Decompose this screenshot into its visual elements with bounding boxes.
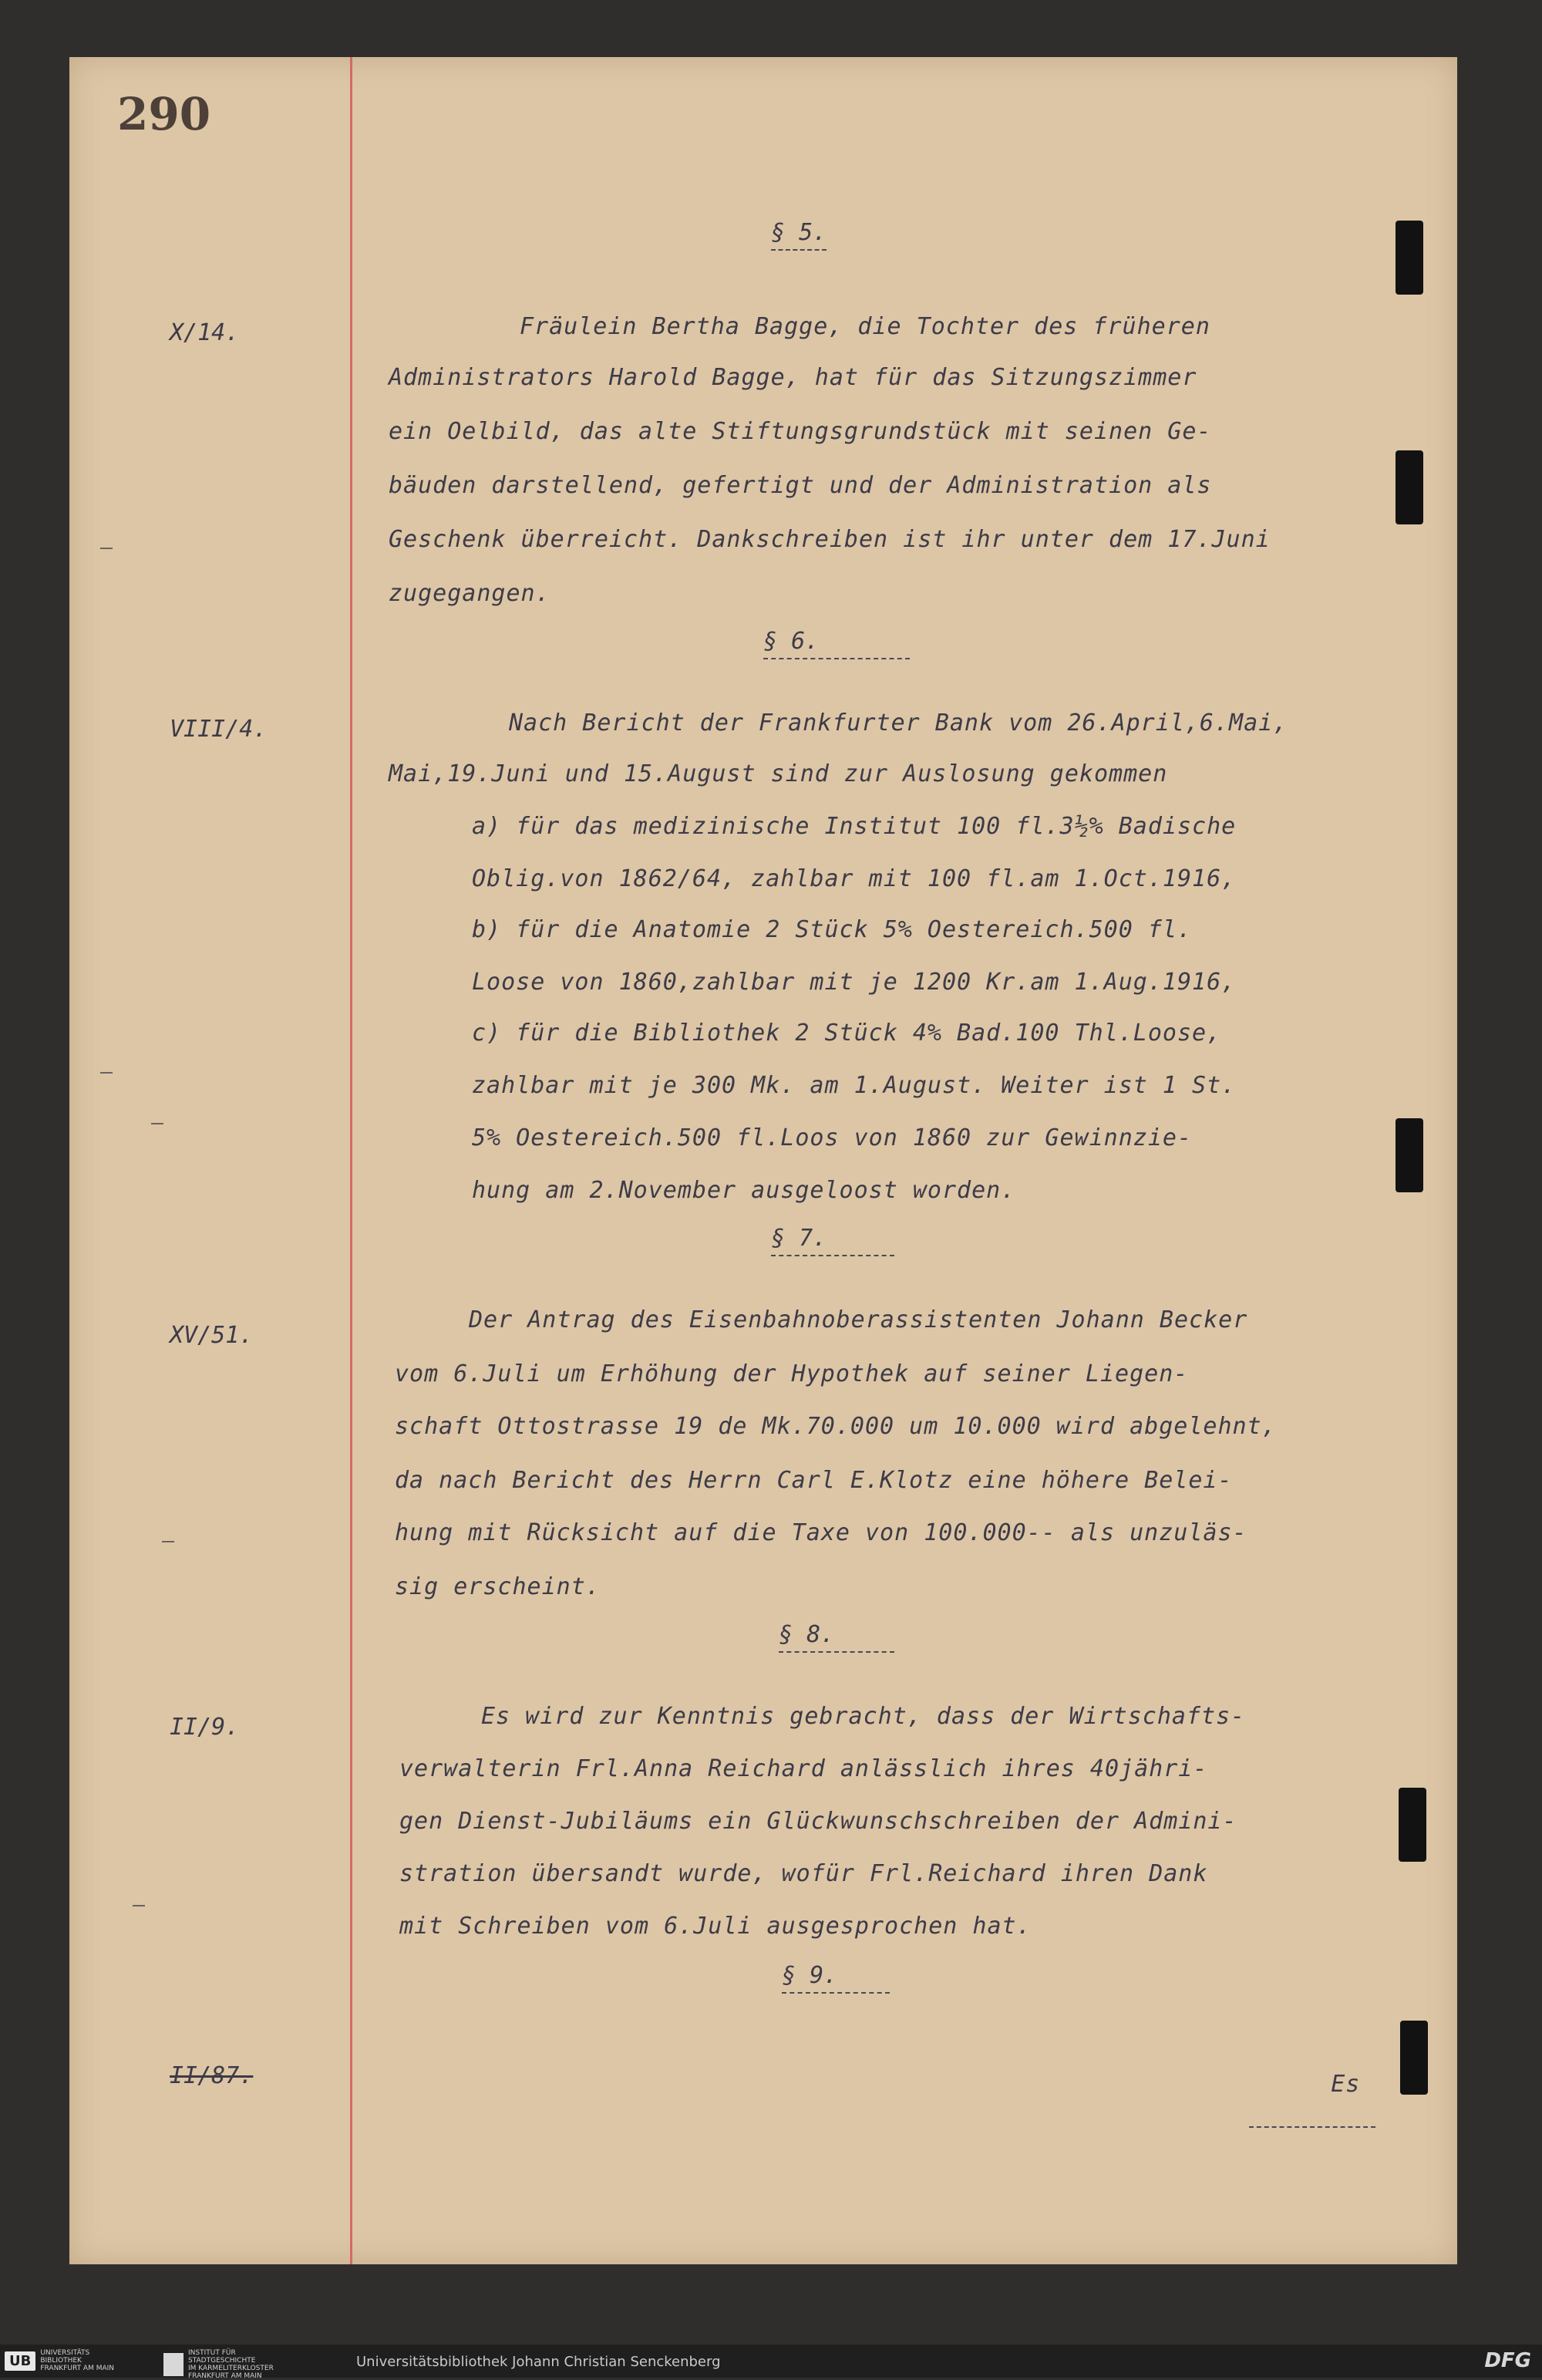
margin-mark [162,1541,174,1542]
dfg-logo: DFG [1484,2349,1531,2372]
page-number: 290 [117,88,211,140]
file-reference: X/14. [170,319,240,346]
margin-mark [100,1072,113,1074]
text-line: mit Schreiben vom 6.Juli ausgesprochen hat. [399,1913,1032,1940]
margin-mark [151,1123,163,1124]
text-line: Administrators Harold Bagge, hat für das Sitzungszimmer [389,364,1197,391]
document-page [69,57,1457,2264]
text-line: gen Dienst-Jubiläums ein Glückwunschschreiben der Admini- [399,1808,1237,1835]
index-tab [1396,221,1423,295]
section-heading: § 6. [763,628,910,659]
section-heading: § 5. [771,219,827,251]
text-line: Geschenk überreicht. Dankschreiben ist ihr unter dem 17.Juni [389,526,1271,553]
text-line: Der Antrag des Eisenbahnoberassistenten Johann Becker [469,1306,1248,1333]
margin-line [350,57,352,2264]
text-line: c) für die Bibliothek 2 Stück 4% Bad.100 Thl.Loose, [472,1020,1222,1047]
section-heading: § 9. [782,1962,890,1994]
file-reference: II/9. [170,1714,240,1741]
text-line: b) für die Anatomie 2 Stück 5% Oestereich.500 fl. [472,916,1193,943]
file-reference-struck: II/87. [170,2062,254,2089]
text-line: Nach Bericht der Frankfurter Bank vom 26.April,6.Mai, [509,710,1288,737]
library-logo-text: UNIVERSITÄTS BIBLIOTHEK FRANKFURT AM MAIN [40,2349,115,2372]
footer-bar [0,2345,1542,2378]
margin-mark [100,548,113,549]
footer-caption: Universitätsbibliothek Johann Christian Senckenberg [356,2354,721,2370]
file-reference: XV/51. [170,1322,254,1349]
margin-mark [133,1905,145,1906]
text-line: sig erscheint. [395,1573,601,1600]
file-reference: VIII/4. [170,716,268,743]
text-line: Es wird zur Kenntnis gebracht, dass der Wirtschafts- [481,1703,1246,1730]
text-line: da nach Bericht des Herrn Carl E.Klotz eine höhere Belei- [395,1467,1233,1494]
section-heading: § 7. [771,1225,894,1256]
text-line: ein Oelbild, das alte Stiftungsgrundstück mit seinen Ge- [389,418,1212,445]
text-line: Fräulein Bertha Bagge, die Tochter des früheren [520,313,1210,340]
text-line: 5% Oestereich.500 fl.Loos von 1860 zur Gewinnzie- [472,1124,1193,1151]
text-line: zahlbar mit je 300 Mk. am 1.August. Weiter ist 1 St. [472,1072,1237,1099]
index-tab [1400,2021,1428,2095]
index-tab [1399,1788,1426,1862]
text-line: Loose von 1860,zahlbar mit je 1200 Kr.am 1.Aug.1916, [472,969,1237,996]
text-line: hung am 2.November ausgeloost worden. [472,1177,1016,1204]
section-heading: § 8. [779,1621,894,1653]
text-line: stration übersandt wurde, wofür Frl.Reichard ihren Dank [399,1860,1208,1887]
text-line: hung mit Rücksicht auf die Taxe von 100.000-- als unzuläs- [395,1519,1247,1546]
index-tab [1396,1118,1423,1192]
text-line: Mai,19.Juni und 15.August sind zur Auslosung gekommen [389,760,1168,787]
institute-logo-text: INSTITUT FÜR STADTGESCHICHTE IM KARMELITERKLOSTER FRANKFURT AM MAIN [188,2349,274,2380]
text-line: a) für das medizinische Institut 100 fl.3½% Badische [472,813,1237,840]
text-line: Oblig.von 1862/64, zahlbar mit 100 fl.am 1.Oct.1916, [472,865,1237,892]
text-line: verwalterin Frl.Anna Reichard anlässlich ihres 40jähri- [399,1755,1208,1782]
text-line: schaft Ottostrasse 19 de Mk.70.000 um 10.000 wird abgelehnt, [395,1413,1277,1440]
library-logo [5,2348,114,2374]
ub-logo-mark: UB [5,2351,35,2371]
institute-logo [163,2349,274,2380]
index-tab [1396,450,1423,524]
text-line: bäuden darstellend, gefertigt und der Administration als [389,472,1212,499]
text-line: zugegangen. [389,580,550,607]
catchword: Es [1249,2044,1375,2128]
text-line: vom 6.Juli um Erhöhung der Hypothek auf seiner Liegen- [395,1360,1189,1387]
institute-logo-icon [163,2353,183,2376]
